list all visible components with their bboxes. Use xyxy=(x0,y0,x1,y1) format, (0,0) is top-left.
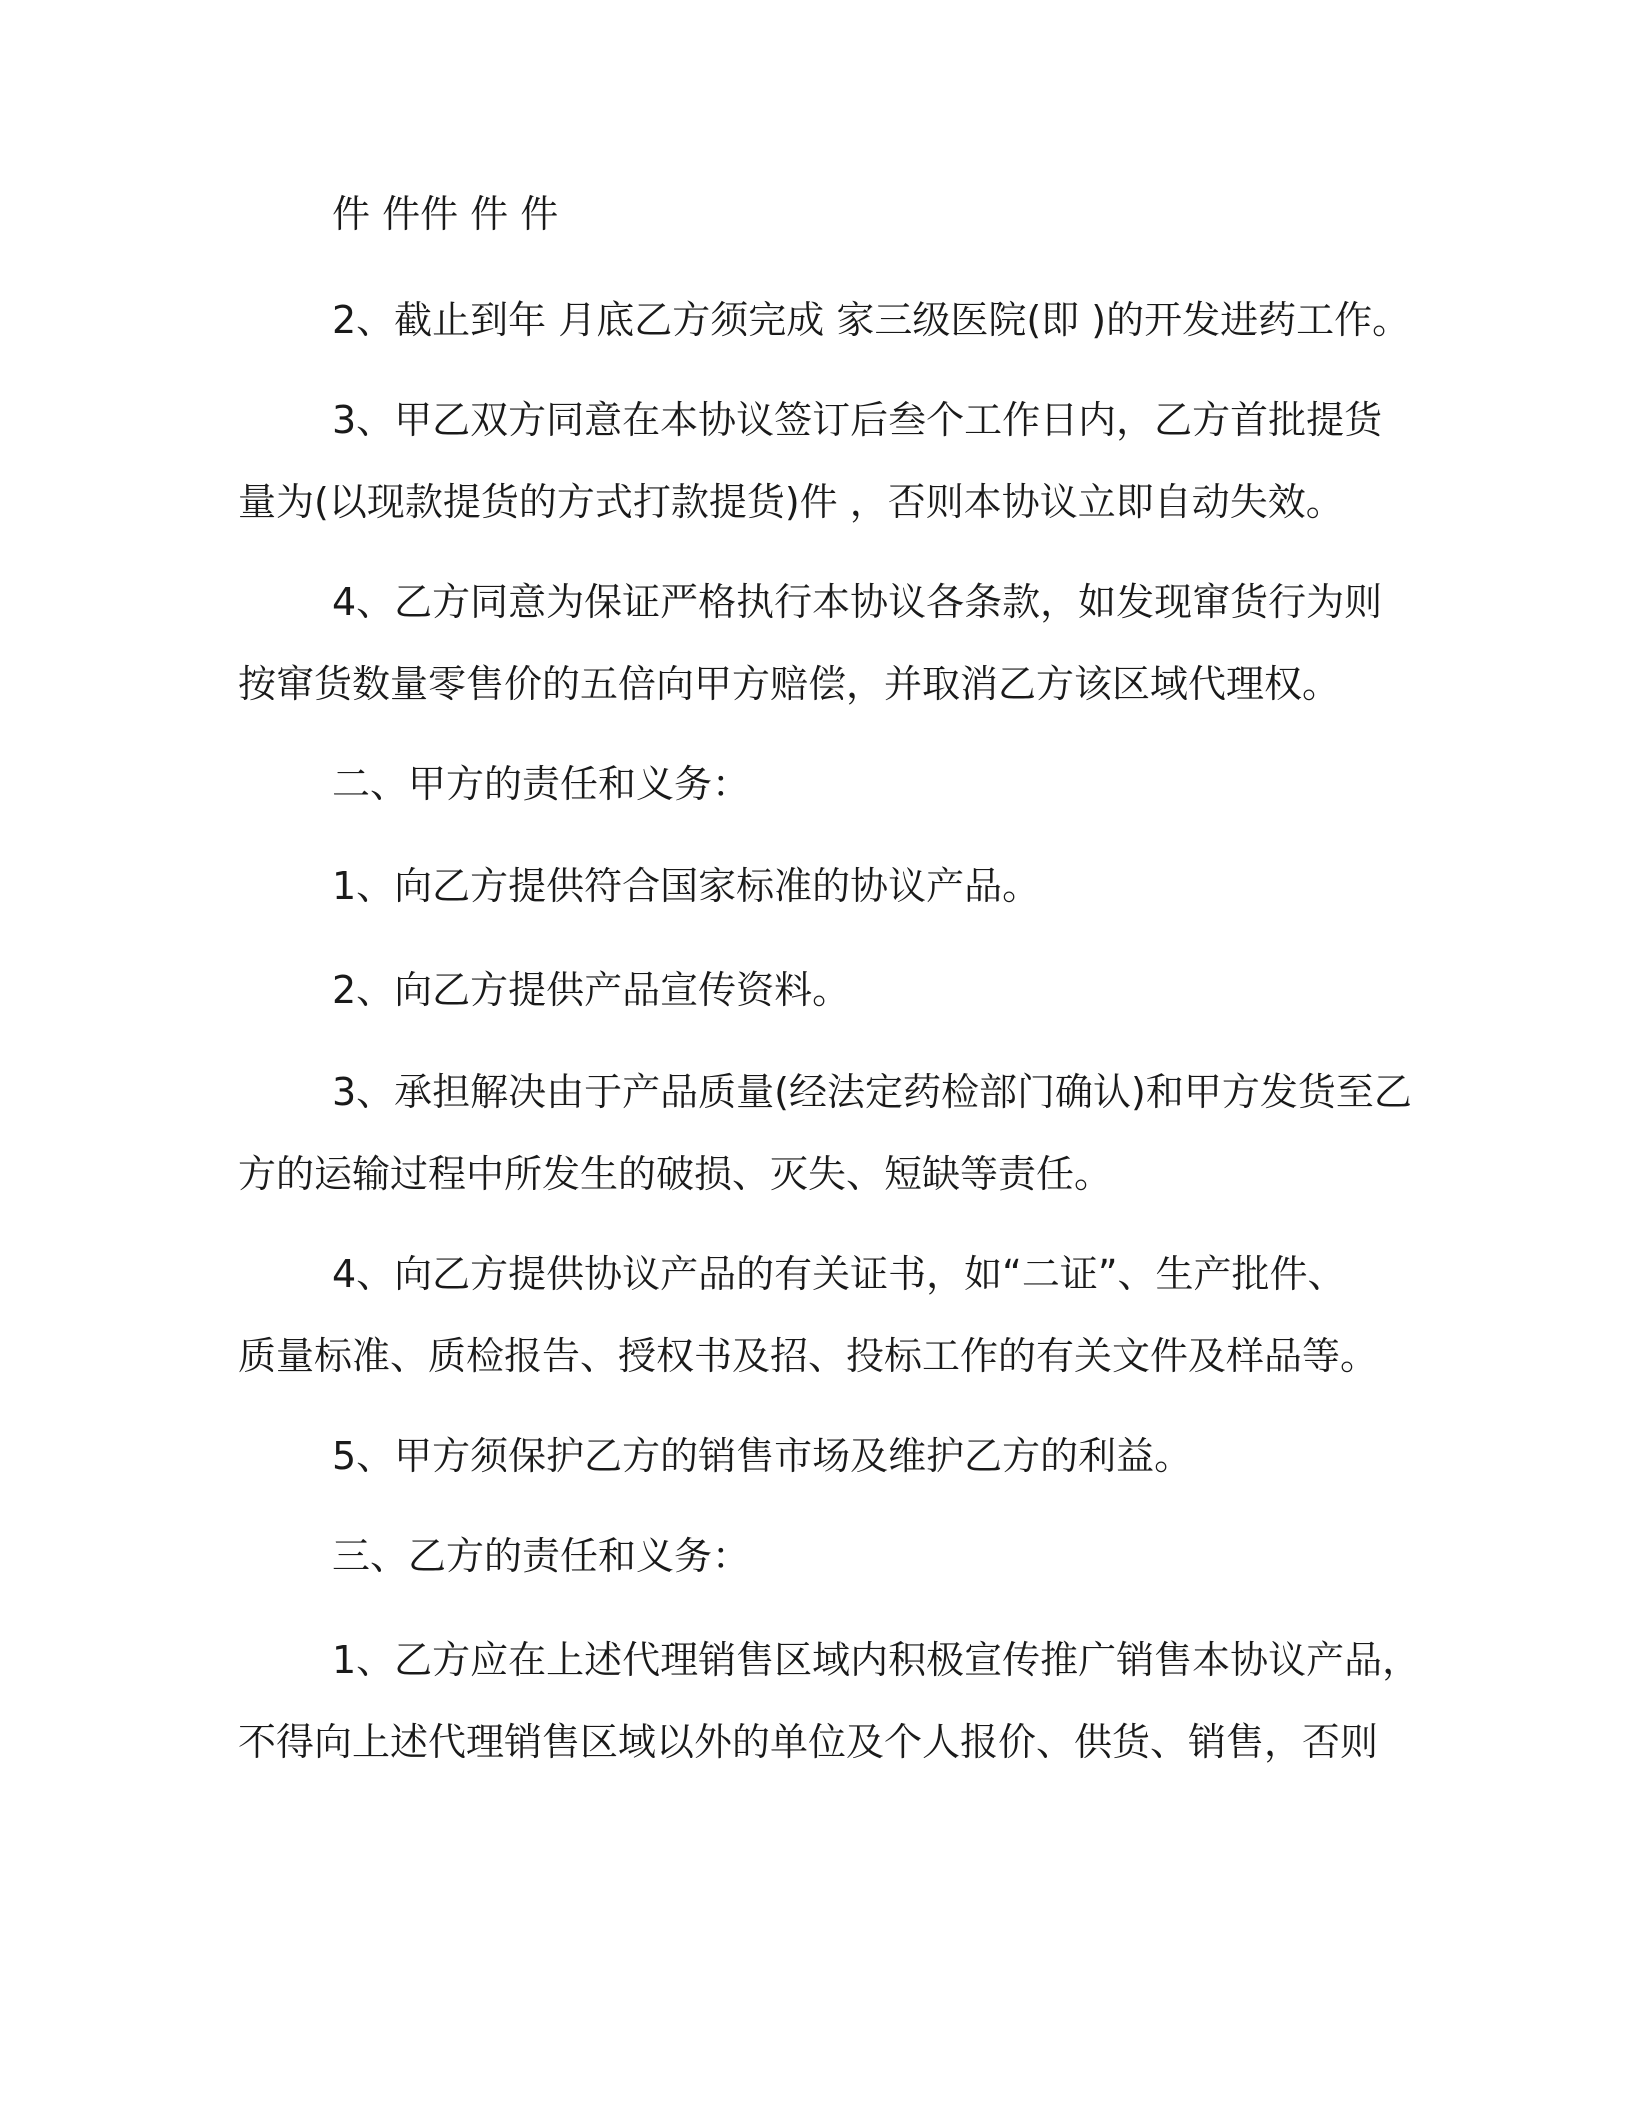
section-heading: 二、甲方的责任和义务： xyxy=(332,762,751,806)
text-line: 1、向乙方提供符合国家标准的协议产品。 xyxy=(332,864,1041,908)
text-line: 3、承担解决由于产品质量(经法定药检部门确认)和甲方发货至乙 xyxy=(332,1070,1412,1114)
text-line: 质量标准、质检报告、授权书及招、投标工作的有关文件及样品等。 xyxy=(238,1334,1379,1378)
section-heading: 三、乙方的责任和义务： xyxy=(332,1534,751,1578)
text-line: 2、向乙方提供产品宣传资料。 xyxy=(332,968,851,1012)
text-line: 件 件件 件 件 xyxy=(332,192,559,236)
text-line: 4、乙方同意为保证严格执行本协议各条款，如发现窜货行为则 xyxy=(332,580,1383,624)
text-line: 1、乙方应在上述代理销售区域内积极宣传推广销售本协议产品， xyxy=(332,1638,1421,1682)
text-line: 4、向乙方提供协议产品的有关证书，如“二证”、生产批件、 xyxy=(332,1252,1346,1296)
text-line: 不得向上述代理销售区域以外的单位及个人报价、供货、销售，否则 xyxy=(238,1720,1379,1764)
text-line: 3、甲乙双方同意在本协议签订后叁个工作日内，乙方首批提货 xyxy=(332,398,1383,442)
text-line: 方的运输过程中所发生的破损、灭失、短缺等责任。 xyxy=(238,1152,1113,1196)
text-line: 按窜货数量零售价的五倍向甲方赔偿，并取消乙方该区域代理权。 xyxy=(238,662,1341,706)
text-line: 量为(以现款提货的方式打款提货)件 ，否则本协议立即自动失效。 xyxy=(238,480,1344,524)
text-line: 2、截止到年 月底乙方须完成 家三级医院(即 )的开发进药工作。 xyxy=(332,298,1411,342)
text-line: 5、甲方须保护乙方的销售市场及维护乙方的利益。 xyxy=(332,1434,1193,1478)
